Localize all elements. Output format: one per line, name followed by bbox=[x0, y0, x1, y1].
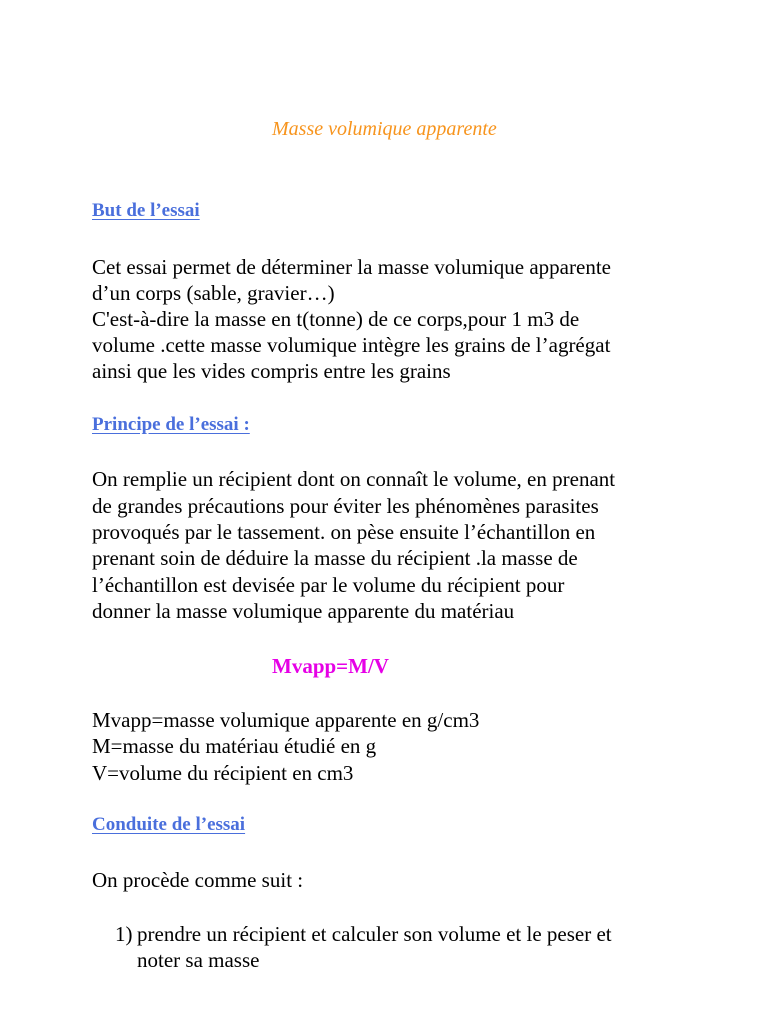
but-line: d’un corps (sable, gravier…) bbox=[92, 281, 335, 305]
list-item-line: prendre un récipient et calculer son volume et le peser et bbox=[137, 922, 612, 946]
section-heading-principe: Principe de l’essai : bbox=[92, 414, 250, 435]
but-line: Cet essai permet de déterminer la masse volumique apparente bbox=[92, 255, 611, 279]
definition-line: V=volume du récipient en cm3 bbox=[92, 761, 354, 785]
conduite-intro: On procède comme suit : bbox=[92, 868, 304, 892]
section-heading-but: But de l’essai bbox=[92, 200, 200, 221]
principe-line: l’échantillon est devisée par le volume du récipient pour bbox=[92, 573, 565, 597]
formula: Mvapp=M/V bbox=[272, 654, 389, 678]
but-line: volume .cette masse volumique intègre les grains de l’agrégat bbox=[92, 333, 611, 357]
definition-line: Mvapp=masse volumique apparente en g/cm3 bbox=[92, 708, 480, 732]
list-item-line: noter sa masse bbox=[137, 948, 260, 972]
list-item-number: 1) bbox=[115, 922, 133, 946]
section-heading-conduite: Conduite de l’essai bbox=[92, 814, 246, 835]
document-title: Masse volumique apparente bbox=[272, 118, 497, 140]
but-line: C'est-à-dire la masse en t(tonne) de ce corps,pour 1 m3 de bbox=[92, 307, 580, 331]
principe-line: prenant soin de déduire la masse du récipient .la masse de bbox=[92, 546, 578, 570]
principe-line: de grandes précautions pour éviter les phénomènes parasites bbox=[92, 494, 599, 518]
but-line: ainsi que les vides compris entre les grains bbox=[92, 359, 451, 383]
principe-line: On remplie un récipient dont on connaît le volume, en prenant bbox=[92, 467, 616, 491]
principe-line: provoqués par le tassement. on pèse ensuite l’échantillon en bbox=[92, 520, 596, 544]
principe-line: donner la masse volumique apparente du matériau bbox=[92, 599, 515, 623]
definition-line: M=masse du matériau étudié en g bbox=[92, 734, 377, 758]
